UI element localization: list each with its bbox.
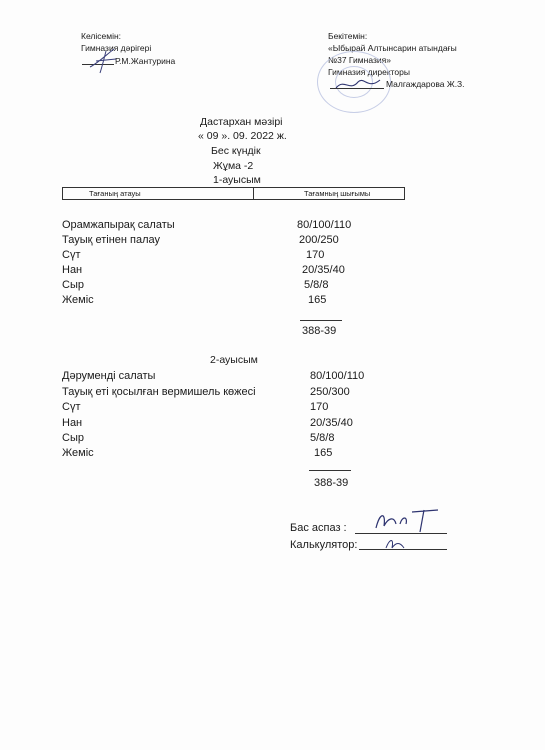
list-item-amount: 20/35/40 (302, 264, 345, 276)
list-item: Сүт (62, 249, 81, 261)
list-item: Нан (62, 417, 83, 429)
shift2-total-line (309, 470, 351, 471)
list-item-amount: 80/100/110 (310, 370, 365, 382)
approval-left-position: Гимназия дәрігері (81, 43, 152, 53)
head-cook-signature-icon (372, 506, 442, 536)
shift2-title: 2-ауысым (210, 354, 258, 366)
calculator-signature-icon (384, 536, 408, 552)
head-cook-label: Бас аспаз : (290, 522, 347, 534)
approval-right-name: Малгаждарова Ж.З. (386, 79, 465, 89)
approval-right-title: Бекітемін: (328, 31, 368, 41)
approval-left-title: Келісемін: (81, 31, 122, 41)
list-item-amount: 80/100/110 (297, 219, 352, 231)
approval-left-name: Р.М.Жантурина (115, 56, 176, 66)
approval-right-line2: №37 Гимназия» (328, 55, 391, 65)
shift1-total: 388-39 (302, 325, 337, 337)
approval-right-line1: «Ыбырай Алтынсарин атындағы (328, 43, 457, 53)
list-item-amount: 250/300 (310, 386, 350, 398)
shift1-total-line (300, 320, 342, 321)
list-item-amount: 165 (314, 447, 333, 459)
list-item: Нан (62, 264, 83, 276)
list-item-amount: 170 (306, 249, 325, 261)
list-item: Тауық етінен палау (62, 234, 161, 246)
director-signature-icon (334, 72, 384, 94)
menu-date: « 09 ». 09. 2022 ж. (198, 130, 287, 142)
list-item: Жеміс (62, 447, 94, 459)
menu-title: Дастархан мәзірі (200, 116, 283, 128)
list-item: Сүт (62, 401, 81, 413)
list-item-amount: 20/35/40 (310, 417, 353, 429)
list-item-amount: 170 (310, 401, 329, 413)
menu-day: Бес күндік (211, 145, 261, 157)
list-item: Орамжапырақ салаты (62, 219, 175, 231)
list-item-amount: 165 (308, 294, 327, 306)
list-item: Жеміс (62, 294, 94, 306)
list-item: Тауық еті қосылған вермишель көжесі (62, 386, 256, 398)
list-item: Дәруменді салаты (62, 370, 156, 382)
list-item-amount: 5/8/8 (310, 432, 335, 444)
list-item: Сыр (62, 432, 84, 444)
shift2-total: 388-39 (314, 477, 349, 489)
column-dish-name: Тағаның атауы (63, 188, 254, 200)
list-item-amount: 200/250 (299, 234, 339, 246)
menu-table-header (62, 187, 405, 200)
approval-right-line3: Гимназия директоры (328, 67, 410, 77)
menu-weekday: Жұма -2 (213, 160, 254, 172)
list-item: Сыр (62, 279, 84, 291)
shift1-title: 1-ауысым (213, 174, 261, 186)
column-dish-yield: Тағамның шығымы (254, 188, 405, 200)
calculator-label: Калькулятор: (290, 539, 358, 551)
list-item-amount: 5/8/8 (304, 279, 329, 291)
